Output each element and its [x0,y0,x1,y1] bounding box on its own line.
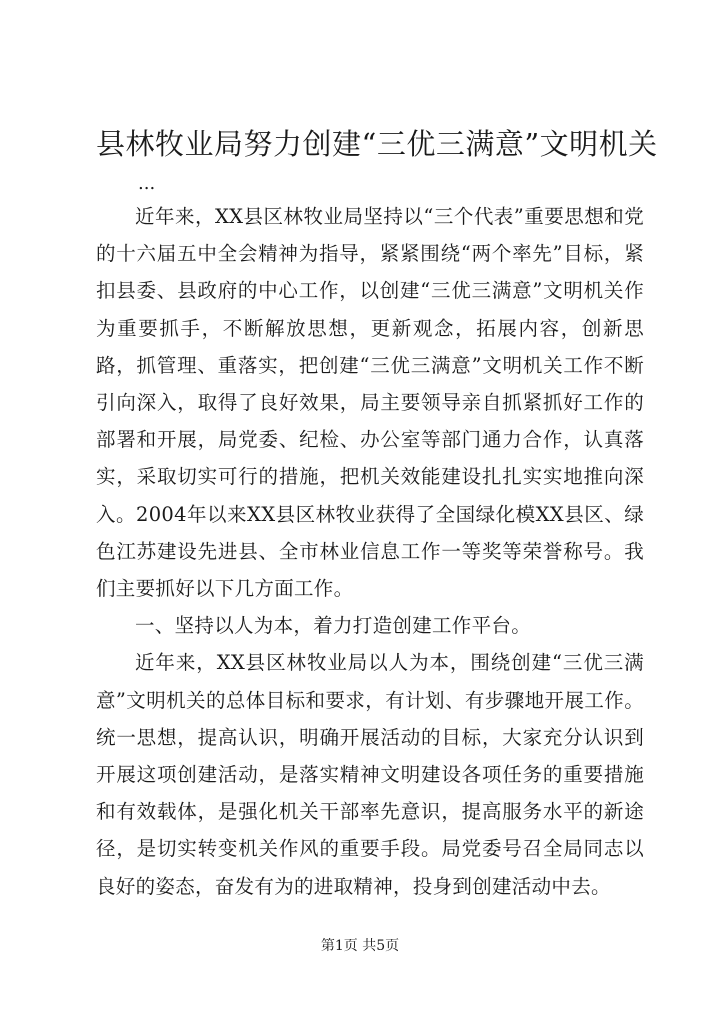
section-heading: 一、坚持以人为本，着力打造创建工作平台。 [135,614,532,638]
section-paragraph: 近年来，XX县区林牧业局以人为本，围绕创建“三优三满意”文明机关的总体目标和要求，有计划、有步骤地开展工作。统一思想，提高认识，明确开展活动的目标，大家充分认识到开展这项创建活动，是落实精神文明建设各项任务的重要措施和有效载体，是强化机关干部率先意识，提高服务水平的新途径，是切实转变机关作风的重要手段。局党委号召全局同志以良好的姿态，奋发有为的进取精神，投身到创建活动中去。 [96,651,644,898]
intro-paragraph: 近年来，XX县区林牧业局坚持以“三个代表”重要思想和党的十六届五中全会精神为指导，紧紧围绕“两个率先”目标，紧扣县委、县政府的中心工作，以创建“三优三满意”文明机关作为重要抓手，不断解放思想，更新观念，拓展内容，创新思路，抓管理、重落实，把创建“三优三满意”文明机关工作不断引向深入，取得了良好效果，局主要领导亲自抓紧抓好工作的部署和开展，局党委、纪检、办公室等部门通力合作，认真落实，采取切实可行的措施，把机关效能建设扎扎实实地推向深入。2004年以来XX县区林牧业获得了全国绿化模XX县区、绿色江苏建设先进县、全市林业信息工作一等奖等荣誉称号。我们主要抓好以下几方面工作。 [96,205,644,601]
document-body [96,198,644,905]
page-footer: 第1页 共5页 [320,938,400,954]
document-title: 县林牧业局努力创建“三优三满意”文明机关 [96,127,658,161]
title-ellipsis: ... [138,173,156,194]
